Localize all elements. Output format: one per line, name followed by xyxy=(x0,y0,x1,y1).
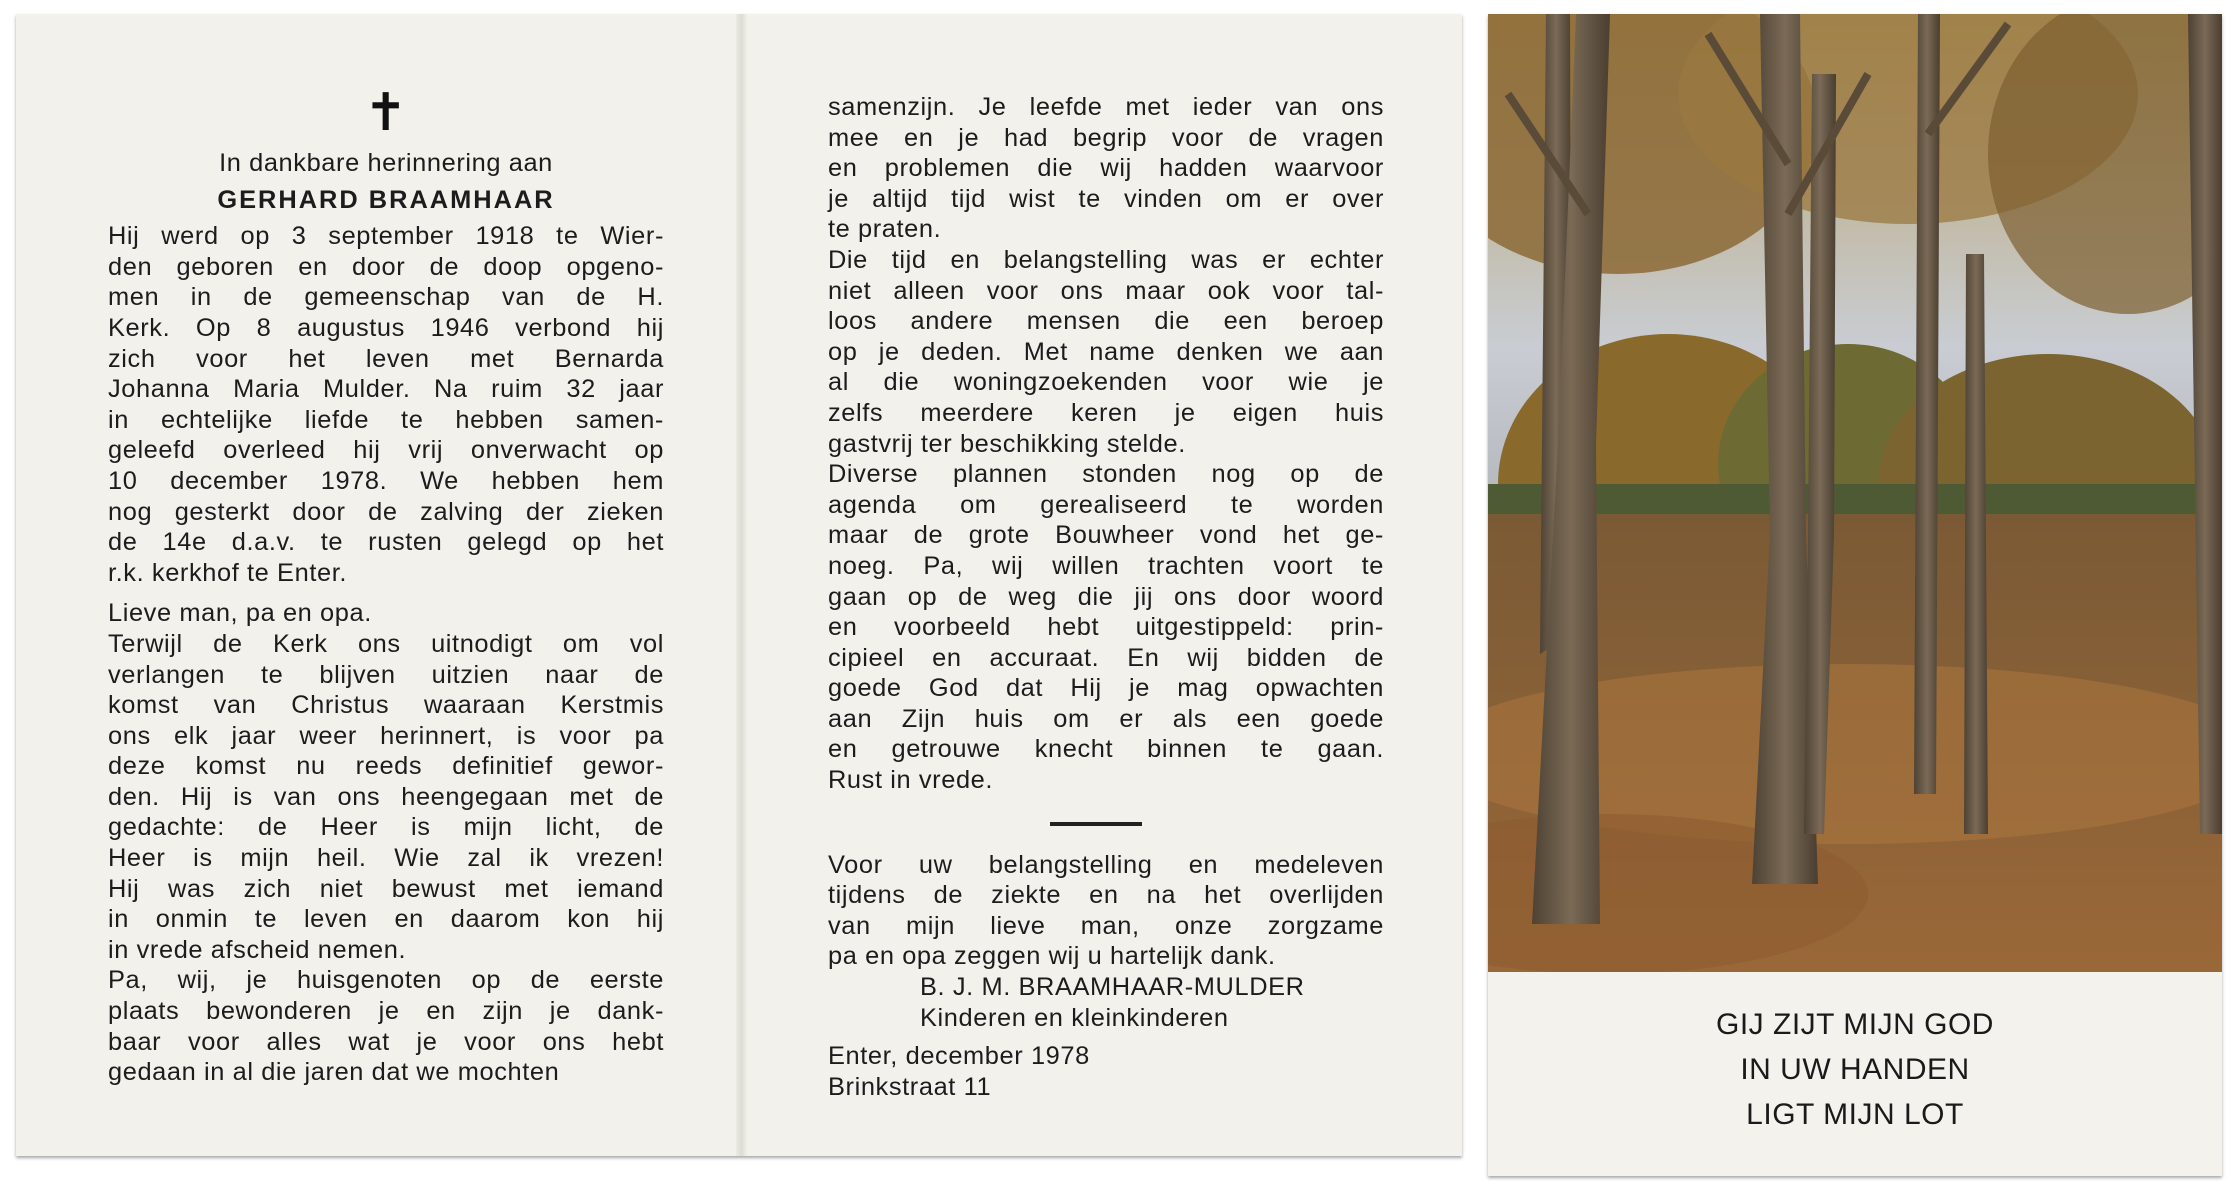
caption-line-1: GIJ ZIJT MIJN GOD xyxy=(1716,1008,1994,1041)
text-line: in onmin te leven en daarom kon hij xyxy=(108,905,664,934)
text-line: loos andere mensen die een beroep xyxy=(828,307,1384,336)
text-line: maar de grote Bouwheer vond het ge- xyxy=(828,521,1384,550)
text-line: zich voor het leven met Bernarda xyxy=(108,344,664,373)
text-line: en getrouwe knecht binnen te gaan. xyxy=(828,735,1384,764)
text-line: zelfs meerdere keren je eigen huis xyxy=(828,398,1384,427)
text-line: Rust in vrede. xyxy=(828,766,994,795)
text-line: Kerk. Op 8 augustus 1946 verbond hij xyxy=(108,313,664,342)
intro-line: In dankbare herinnering aan xyxy=(219,149,553,177)
text-line: in echtelijke liefde te hebben samen- xyxy=(108,405,664,434)
text-line: je altijd tijd wist te vinden om er over xyxy=(828,184,1384,213)
caption-line-2: IN UW HANDEN xyxy=(1740,1053,1970,1086)
text-line: r.k. kerkhof te Enter. xyxy=(108,558,347,587)
text-line: plaats bewonderen je en zijn je dank- xyxy=(108,997,664,1026)
photo-card xyxy=(1488,14,2222,1176)
text-line: te praten. xyxy=(828,215,942,244)
tribute-paragraph xyxy=(108,598,664,1088)
text-line: pa en opa zeggen wij u hartelijk dank. xyxy=(828,942,1276,971)
text-line: tijdens de ziekte en na het overlijden xyxy=(828,881,1384,910)
text-line: Diverse plannen stonden nog op de xyxy=(828,460,1384,489)
text-line: geleefd overleed hij vrij onverwacht op xyxy=(108,436,664,465)
text-line: Johanna Maria Mulder. Na ruim 32 jaar xyxy=(108,375,664,404)
text-line: de 14e d.a.v. te rusten gelegd op het xyxy=(108,528,664,557)
text-line: ons elk jaar weer herinnert, is voor pa xyxy=(108,721,664,750)
text-line: cipieel en accuraat. En wij bidden de xyxy=(828,643,1384,672)
text-line: Voor uw belangstelling en medeleven xyxy=(828,850,1384,879)
tribute-continued-paragraph xyxy=(828,92,1384,796)
deceased-name: GERHARD BRAAMHAAR xyxy=(217,185,555,214)
signature-family: Kinderen en kleinkinderen xyxy=(920,1003,1229,1032)
text-line: Hij was zich niet bewust met iemand xyxy=(108,874,664,903)
autumn-forest-photo xyxy=(1488,14,2222,972)
text-line: Hij werd op 3 september 1918 te Wier- xyxy=(108,222,664,251)
caption-line-3: LIGT MIJN LOT xyxy=(1746,1098,1964,1131)
text-line: van mijn lieve man, onze zorgzame xyxy=(828,911,1384,940)
text-line: goede God dat Hij je mag opwachten xyxy=(828,674,1384,703)
text-line: en problemen die wij hadden waarvoor xyxy=(828,154,1384,183)
text-line: agenda om gerealiseerd te worden xyxy=(828,490,1384,519)
card-fold xyxy=(736,14,748,1156)
text-line: Heer is mijn heil. Wie zal ik vrezen! xyxy=(108,844,664,873)
text-line: samenzijn. Je leefde met ieder van ons xyxy=(828,93,1384,121)
text-line: deze komst nu reeds definitief gewor- xyxy=(108,752,664,781)
text-line: gedaan in al die jaren dat we mochten xyxy=(108,1058,560,1087)
text-line: men in de gemeenschap van de H. xyxy=(108,283,664,312)
text-line: 10 december 1978. We hebben hem xyxy=(108,466,664,495)
biography-paragraph xyxy=(108,221,664,588)
text-line: komst van Christus waaraan Kerstmis xyxy=(108,691,664,720)
text-line: Die tijd en belangstelling was er echter xyxy=(828,245,1384,274)
place-date: Enter, december 1978 xyxy=(828,1042,1090,1071)
text-line: al die woningzoekenden voor wie je xyxy=(828,368,1384,397)
address: Brinkstraat 11 xyxy=(828,1072,992,1101)
text-line: in vrede afscheid nemen. xyxy=(108,935,407,964)
text-line: Pa, wij, je huisgenoten op de eerste xyxy=(108,966,664,995)
right-panel xyxy=(828,92,1384,1102)
text-line: baar voor alles wat je voor ons hebt xyxy=(108,1027,664,1056)
cross-icon: ✝ xyxy=(363,83,409,143)
memorial-card xyxy=(16,14,1462,1156)
text-line: gaan op de weg die jij ons door woord xyxy=(828,582,1384,611)
caption xyxy=(1488,1002,2222,1137)
text-line: den geboren en door de doop opgeno- xyxy=(108,252,664,281)
text-line: gastvrij ter beschikking stelde. xyxy=(828,429,1186,458)
thanks-paragraph xyxy=(828,850,1384,972)
text-line: nog gesterkt door de zalving der zieken xyxy=(108,497,664,526)
text-line: den. Hij is van ons heengegaan met de xyxy=(108,782,664,811)
text-line: aan Zijn huis om er als een goede xyxy=(828,704,1384,733)
text-line: op je deden. Met name denken we aan xyxy=(828,337,1384,366)
signature-name: B. J. M. BRAAMHAAR-MULDER xyxy=(920,973,1305,1002)
left-panel xyxy=(108,84,664,1088)
text-line: verlangen te blijven uitzien naar de xyxy=(108,660,664,689)
text-line: gedachte: de Heer is mijn licht, de xyxy=(108,813,664,842)
text-line: niet alleen voor ons maar ook voor tal- xyxy=(828,276,1384,305)
divider xyxy=(1050,822,1142,826)
text-line: en voorbeeld hebt uitgestippeld: prin- xyxy=(828,613,1384,642)
text-line: noeg. Pa, wij willen trachten voort te xyxy=(828,551,1384,580)
text-line: Terwijl de Kerk ons uitnodigt om vol xyxy=(108,629,664,658)
text-line: mee en je had begrip voor de vragen xyxy=(828,123,1384,152)
text-line: Lieve man, pa en opa. xyxy=(108,599,372,628)
